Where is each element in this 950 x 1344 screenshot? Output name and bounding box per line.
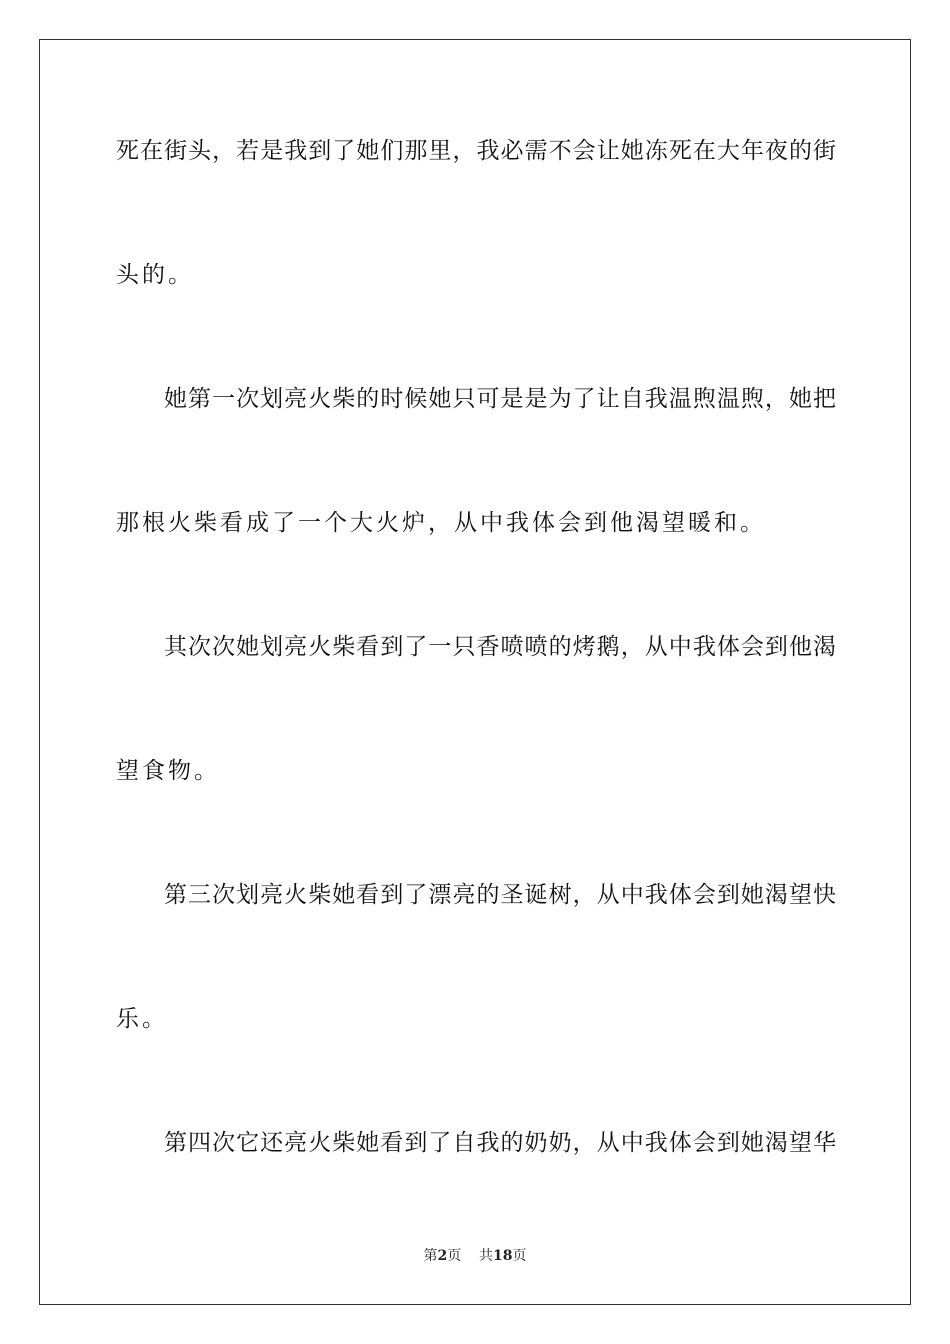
footer-total-suffix: 页 bbox=[512, 1248, 527, 1264]
text-line-6: 望食物。 bbox=[116, 758, 220, 784]
footer-total-prefix: 共 bbox=[479, 1248, 494, 1264]
text-line-9: 第四次它还亮火柴她看到了自我的奶奶，从中我体会到她渴望华 bbox=[164, 1130, 836, 1156]
footer-page-prefix: 第 bbox=[423, 1248, 438, 1264]
text-line-1: 死在街头，若是我到了她们那里，我必需不会让她冻死在大年夜的街 bbox=[116, 138, 836, 164]
text-line-5: 其次次她划亮火柴看到了一只香喷喷的烤鹅，从中我体会到他渴 bbox=[164, 634, 836, 660]
page-footer bbox=[0, 1247, 950, 1265]
page-frame bbox=[39, 39, 911, 1305]
footer-page-suffix: 页 bbox=[447, 1248, 462, 1264]
footer-page-number: 2 bbox=[437, 1248, 448, 1264]
text-line-4: 那根火柴看成了一个大火炉，从中我体会到他渴望暖和。 bbox=[116, 510, 766, 536]
text-line-3: 她第一次划亮火柴的时候她只可是是为了让自我温煦温煦，她把 bbox=[164, 386, 836, 412]
text-line-2: 头的。 bbox=[116, 262, 194, 288]
text-line-7: 第三次划亮火柴她看到了漂亮的圣诞树，从中我体会到她渴望快 bbox=[164, 882, 836, 908]
text-line-8: 乐。 bbox=[116, 1006, 168, 1032]
footer-total-number: 18 bbox=[493, 1248, 513, 1264]
